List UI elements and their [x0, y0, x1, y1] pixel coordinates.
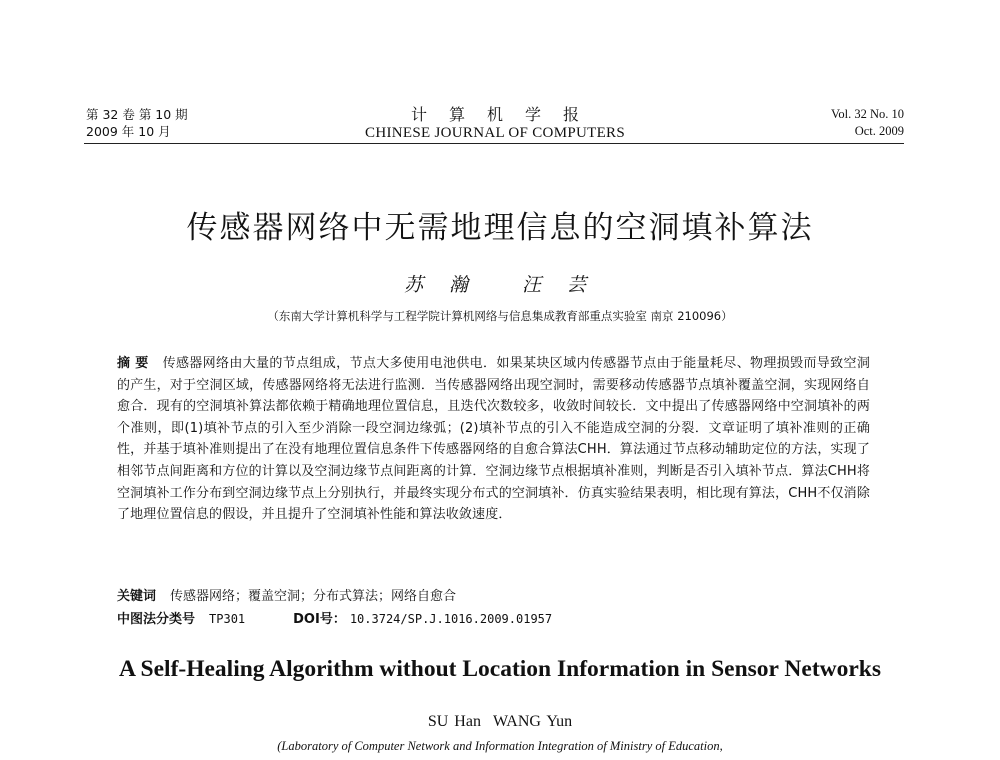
affiliation-cn: （东南大学计算机科学与工程学院计算机网络与信息集成教育部重点实验室 南京 210096） [267, 309, 733, 323]
volume-number-en: Vol. 32 No. 10 [830, 107, 904, 121]
classification-code: TP301 [209, 612, 246, 626]
classification [117, 609, 870, 630]
header-rule [84, 143, 904, 144]
abstract-text: 传感器网络由大量的节点组成，节点大多使用电池供电．如果某块区域内传感器节点由于能量耗尽、物理损毁而导致空洞的产生，对于空洞区域，传感器网络将无法进行监测．当传感器网络出现空洞时，需要移动传感器节点填补覆盖空洞，实现网络自愈合．现有的空洞填补算法都依赖于精确地理位置信息，且迭代次数较多，收敛时间较长．文中提出了传感器网络中空洞填补的两个准则，即(1)填补节点的引入至少消除一段空洞边缘弧；(2)填补节点的引入不能造成空洞的分裂．文章证明了填补准则的正确性，并基于填补准则提出了在没有地理位置信息条件下传感器网络的自愈合算法CHH．算法通过节点移动辅助定位的方法，实现了相邻节点间距离和方位的计算以及空洞边缘节点间距离的计算．空洞边缘节点根据填补准则，判断是否引入填补节点．算法CHH将空洞填补工作分布到空洞边缘节点上分别执行，并最终实现分布式的空洞填补．仿真实验结果表明，相比现有算法，CHH不仅消除了地理位置信息的假设，并且提升了空洞填补性能和算法收敛速度． [117, 356, 871, 523]
classification-label: 中图法分类号 [117, 612, 196, 627]
author-en: WANG Yun [492, 713, 573, 730]
doi-label: DOI号： [293, 612, 346, 627]
author-en: SU Han [427, 713, 481, 730]
affiliation-en: (Laboratory of Computer Network and Information Integration of Ministry of Education, [277, 739, 723, 753]
journal-name-cn: 计算机学报 [410, 105, 601, 124]
date-cn: 2009 年 10 月 [86, 124, 171, 139]
date-en: Oct. 2009 [854, 124, 904, 138]
journal-name-en: CHINESE JOURNAL OF COMPUTERS [365, 125, 625, 141]
abstract-cn [117, 353, 870, 526]
header-center [86, 106, 904, 143]
keywords-label: 关键词 [117, 589, 157, 604]
author-cn: 苏 瀚 [403, 274, 478, 296]
keywords-text: 传感器网络；覆盖空洞；分布式算法；网络自愈合 [170, 589, 457, 604]
keywords [117, 587, 870, 607]
paper-title-en: A Self-Healing Algorithm without Location Information in Sensor Networks [118, 656, 882, 682]
header-right [831, 106, 904, 140]
author-cn: 汪 芸 [522, 274, 597, 296]
running-header [86, 106, 904, 146]
authors-cn [0, 270, 1000, 297]
abstract-label: 摘 要 [117, 356, 149, 371]
doi-value: 10.3724/SP.J.1016.2009.01957 [349, 612, 553, 626]
paper-title-cn: 传感器网络中无需地理信息的空洞填补算法 [186, 210, 814, 246]
volume-issue: 第 32 卷 第 10 期 [86, 107, 188, 122]
authors-en [0, 713, 1000, 731]
